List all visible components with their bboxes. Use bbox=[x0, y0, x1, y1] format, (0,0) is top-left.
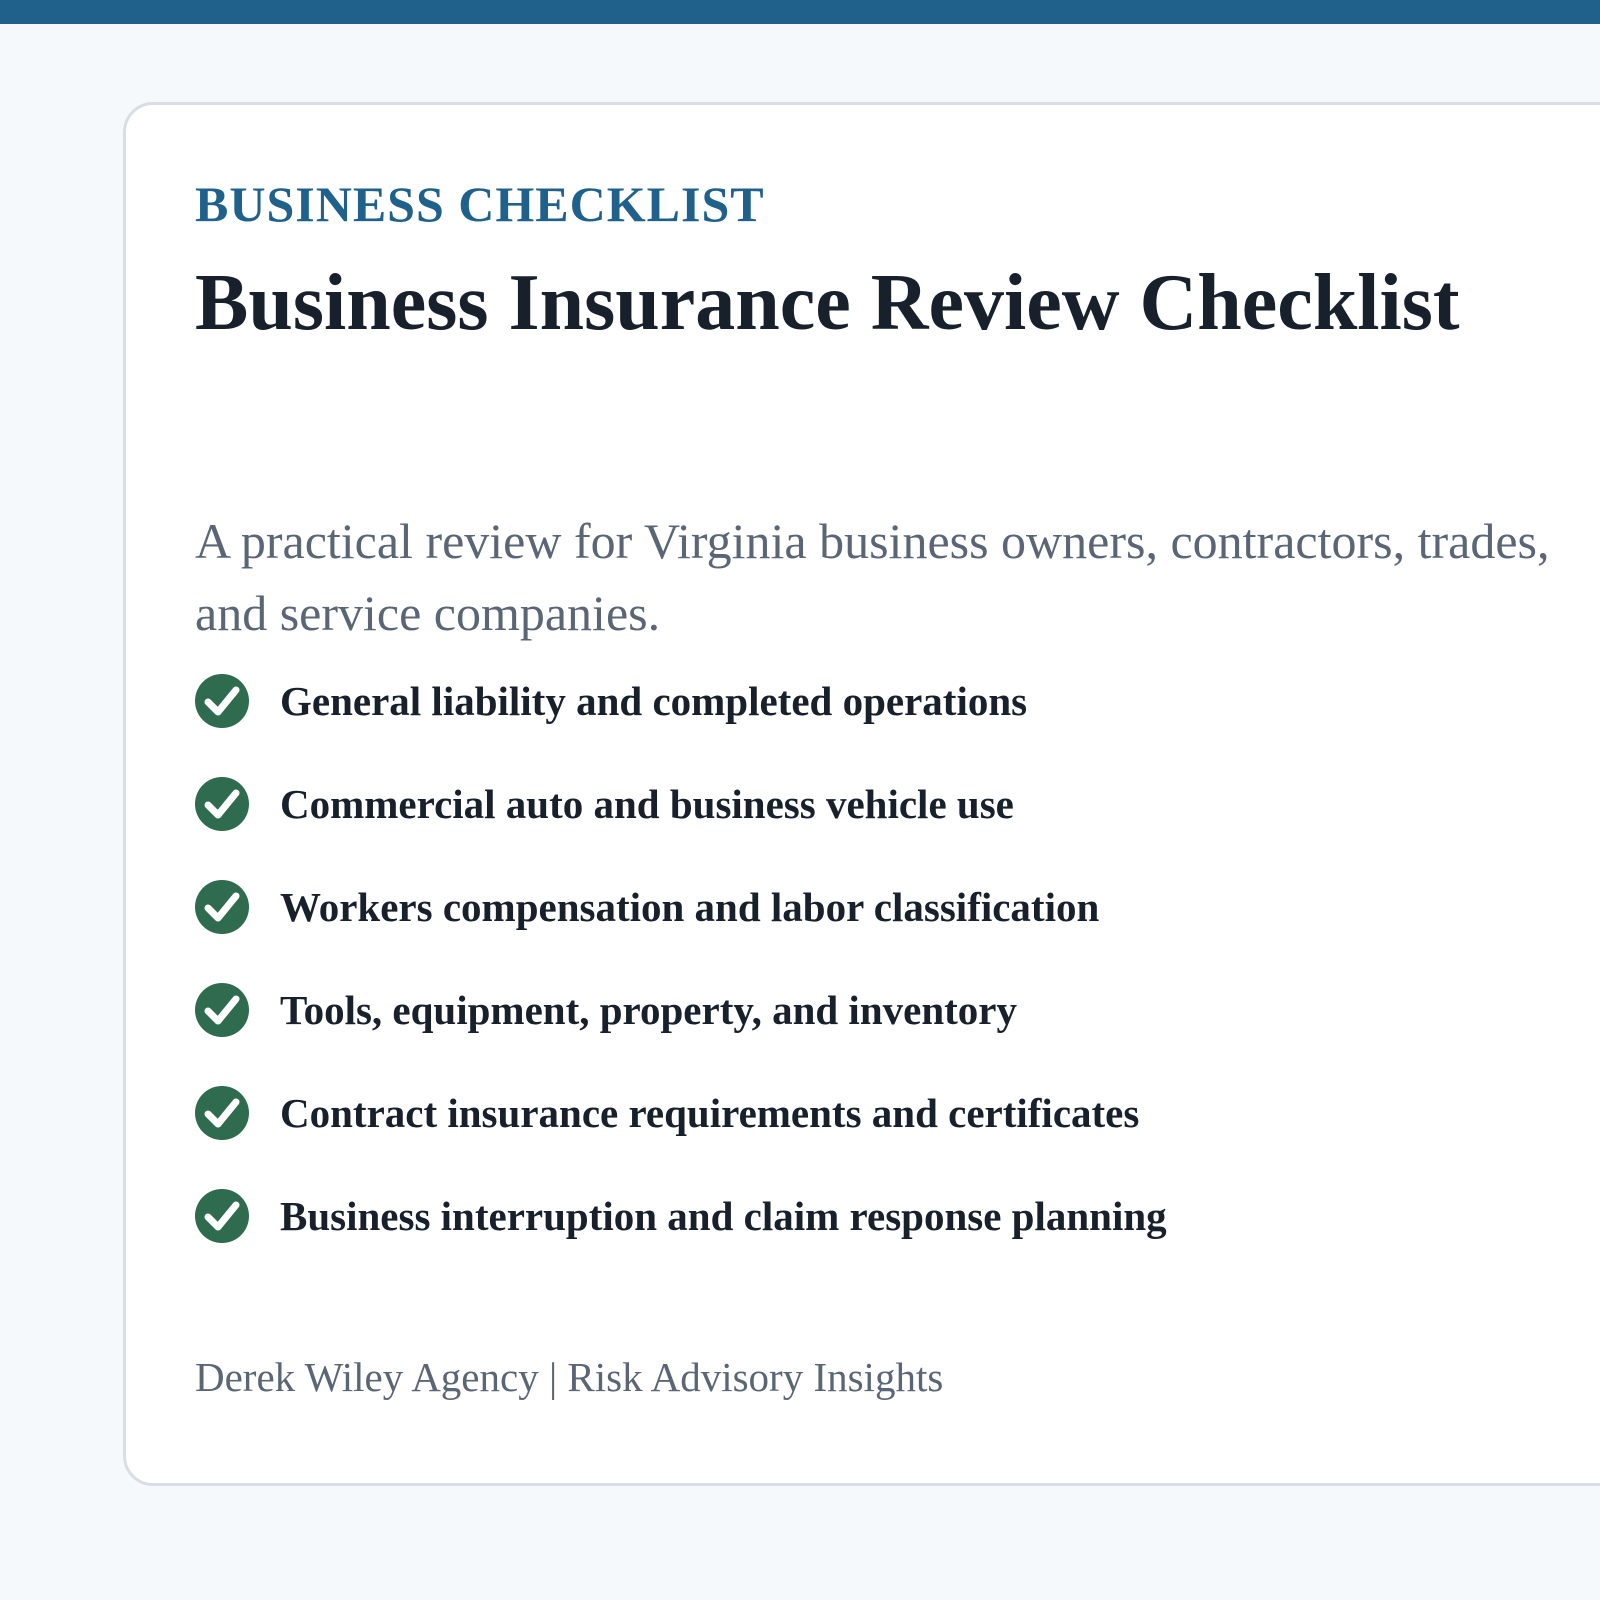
checklist-item bbox=[195, 1083, 1167, 1143]
page-title: Business Insurance Review Checklist bbox=[195, 259, 1460, 347]
checklist-item-label: Contract insurance requirements and certificates bbox=[280, 1089, 1140, 1136]
checklist-item bbox=[195, 1186, 1167, 1246]
checklist-item bbox=[195, 671, 1167, 731]
check-circle-icon bbox=[195, 674, 249, 728]
check-circle-icon bbox=[195, 880, 249, 934]
eyebrow-label: BUSINESS CHECKLIST bbox=[195, 176, 765, 232]
checklist-item-label: General liability and completed operations bbox=[280, 677, 1028, 724]
top-accent-bar bbox=[0, 0, 1600, 24]
checklist-item bbox=[195, 980, 1167, 1040]
checklist bbox=[195, 671, 1167, 1289]
check-circle-icon bbox=[195, 983, 249, 1037]
checklist-item-label: Commercial auto and business vehicle use bbox=[280, 780, 1014, 827]
intro-text: A practical review for Virginia business owners, contractors, trades, and service companies. bbox=[195, 513, 1550, 641]
checklist-item bbox=[195, 774, 1167, 834]
checklist-card bbox=[123, 102, 1600, 1486]
footer-attribution: Derek Wiley Agency | Risk Advisory Insights bbox=[195, 1354, 944, 1400]
checklist-item-label: Workers compensation and labor classification bbox=[280, 883, 1100, 930]
checklist-item-label: Tools, equipment, property, and inventory bbox=[280, 986, 1017, 1033]
check-circle-icon bbox=[195, 1086, 249, 1140]
checklist-item bbox=[195, 877, 1167, 937]
check-circle-icon bbox=[195, 777, 249, 831]
check-circle-icon bbox=[195, 1189, 249, 1243]
checklist-item-label: Business interruption and claim response planning bbox=[280, 1192, 1167, 1239]
